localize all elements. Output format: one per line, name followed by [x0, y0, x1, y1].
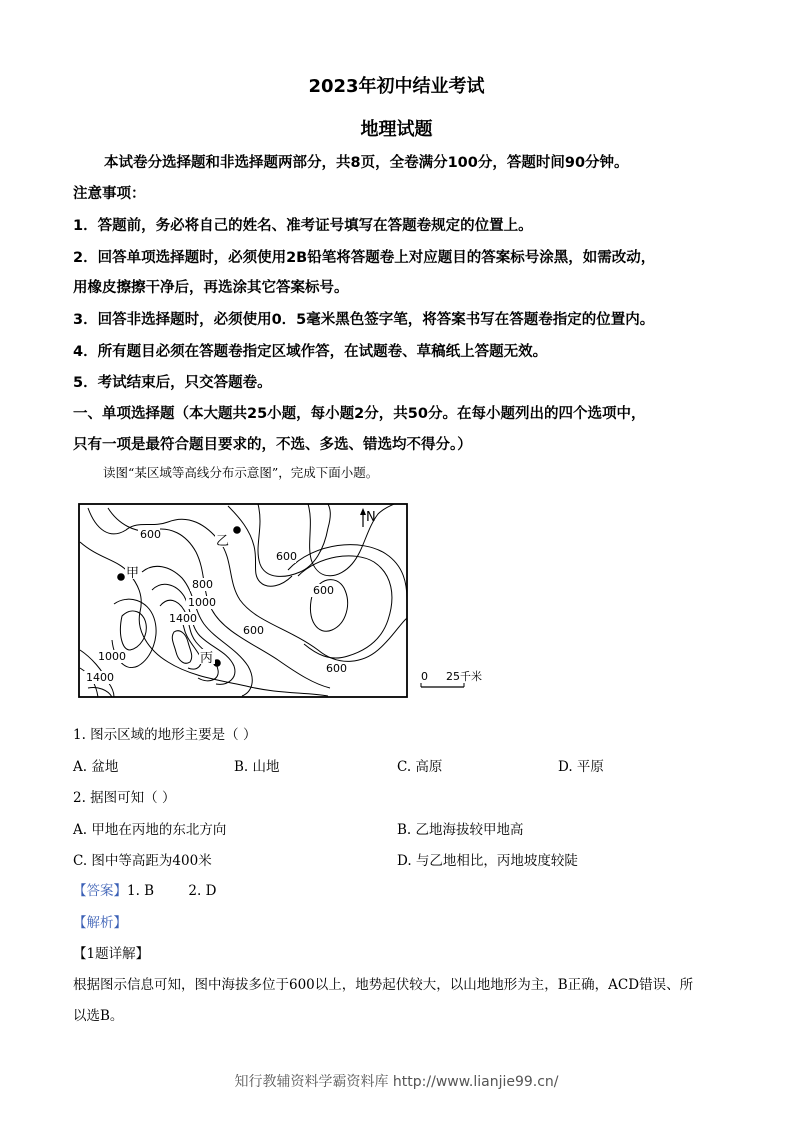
notice-item: 1．答题前，务必将自己的姓名、准考证号填写在答题卷规定的位置上。	[73, 218, 533, 234]
detail-1-tag: 【1题详解】	[73, 946, 150, 962]
point-jia-marker	[117, 573, 125, 581]
point-jia-label: 甲	[126, 566, 140, 581]
contour-label: 600	[243, 624, 264, 637]
contour-label: 600	[326, 662, 347, 675]
contour-label: 1400	[169, 612, 197, 625]
question-2-stem: 2. 据图可知（ ）	[73, 790, 176, 806]
intro-text: 本试卷分选择题和非选择题两部分，共8页，全卷满分100分，答题时间90分钟。	[104, 155, 629, 171]
point-yi-label: 乙	[216, 534, 230, 549]
section-heading: 一、单项选择题（本大题共25小题，每小题2分，共50分。在每小题列出的四个选项中，	[73, 406, 646, 422]
question-1-stem: 1. 图示区域的地形主要是（ ）	[73, 727, 257, 743]
map-prompt: 读图“某区域等高线分布示意图”，完成下面小题。	[103, 465, 379, 480]
answer-text: 1. B 2. D	[127, 883, 217, 899]
contour-label: 600	[276, 550, 297, 563]
exam-subject: 地理试题	[360, 119, 433, 140]
q2-option-d: D. 与乙地相比，丙地坡度较陡	[397, 853, 578, 869]
q1-option-c: C. 高原	[397, 759, 443, 775]
scale-value: 25千米	[446, 670, 482, 683]
notice-item: 5．考试结束后，只交答题卷。	[73, 375, 272, 391]
detail-1-text: 根据图示信息可知，图中海拔多位于600以上，地势起伏较大，以山地地形为主，B正确，ACD错误、所	[73, 977, 694, 993]
contour-label: 800	[192, 578, 213, 591]
detail-1-text-cont: 以选B。	[73, 1008, 124, 1024]
answer-line	[73, 879, 216, 899]
analysis-tag: 【解析】	[73, 915, 127, 931]
notice-item: 2．回答单项选择题时，必须使用2B铅笔将答题卷上对应题目的答案标号涂黑，如需改动，	[73, 250, 656, 266]
q1-option-d: D. 平原	[558, 759, 604, 775]
contour-label: 600	[140, 528, 161, 541]
map-frame	[79, 504, 407, 697]
point-yi-marker	[233, 526, 241, 534]
q1-option-a: A. 盆地	[73, 759, 119, 775]
scale-zero: 0	[421, 670, 428, 683]
q2-option-b: B. 乙地海拔较甲地高	[397, 822, 524, 838]
contour-label: 1000	[98, 650, 126, 663]
notice-item: 4．所有题目必须在答题卷指定区域作答，在试题卷、草稿纸上答题无效。	[73, 344, 548, 360]
exam-title: 2023年初中结业考试	[308, 76, 485, 97]
q1-option-b: B. 山地	[234, 759, 280, 775]
answer-tag: 【答案】	[73, 883, 127, 899]
north-label: N	[366, 510, 376, 525]
contour-label: 1400	[86, 671, 114, 684]
contour-label: 1000	[188, 596, 216, 609]
section-heading-cont: 只有一项是最符合题目要求的，不选、多选、错选均不得分。）	[73, 437, 472, 453]
contour-label: 600	[313, 584, 334, 597]
notice-item: 用橡皮擦擦干净后，再选涂其它答案标号。	[73, 280, 349, 296]
contour-map-figure	[78, 500, 498, 705]
page-footer: 知行教辅资料学霸资料库 http://www.lianjie99.cn/	[234, 1074, 559, 1090]
point-bing-label: 丙	[200, 651, 214, 666]
q2-option-a: A. 甲地在丙地的东北方向	[73, 822, 227, 838]
scale-bar	[421, 669, 482, 687]
q2-option-c: C. 图中等高距为400米	[73, 853, 212, 869]
notice-item: 3．回答非选择题时，必须使用0．5毫米黑色签字笔，将答案书写在答题卷指定的位置内。	[73, 312, 655, 328]
notice-heading: 注意事项：	[73, 186, 146, 202]
